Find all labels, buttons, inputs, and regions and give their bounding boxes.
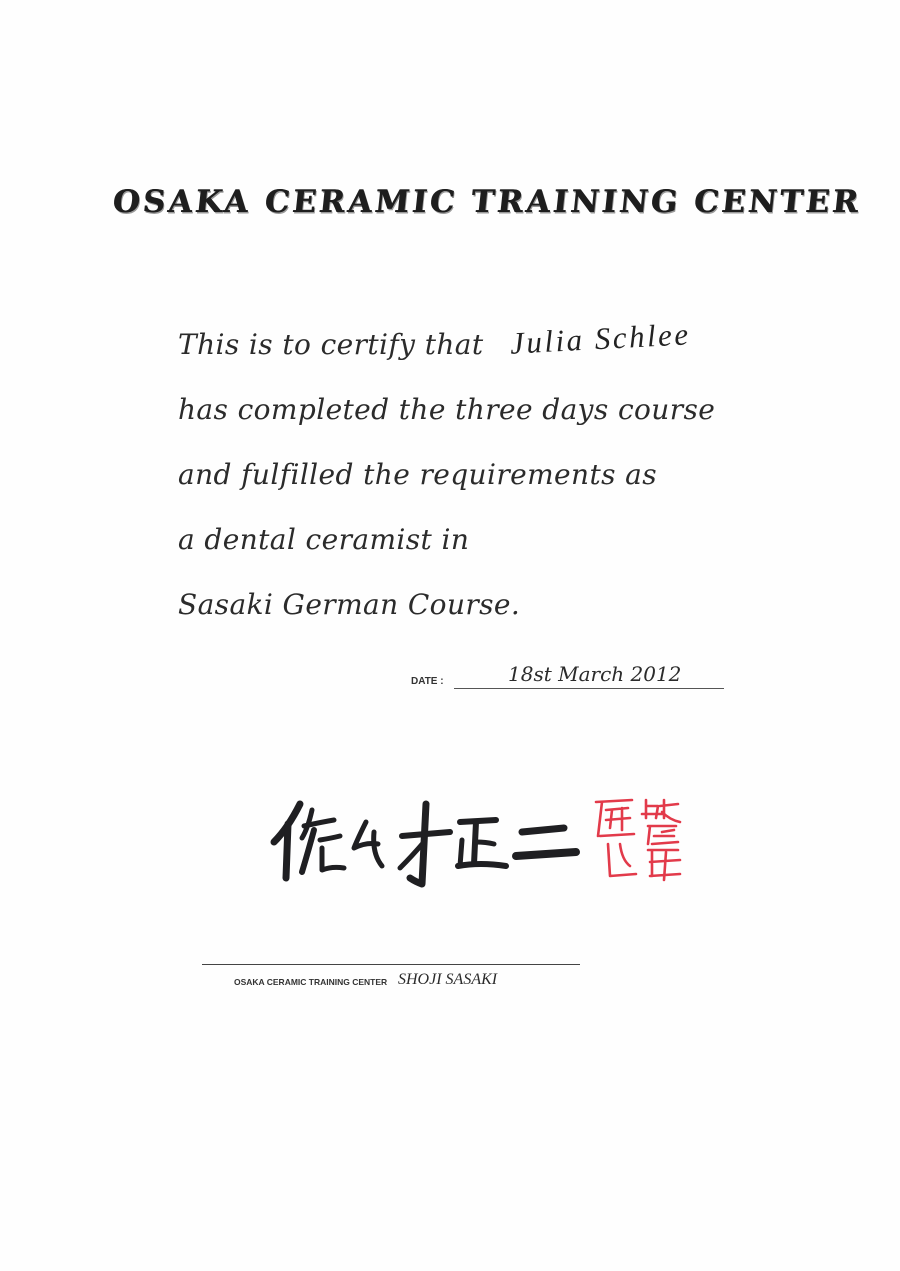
recipient-name: Julia Schlee [509,316,692,361]
brush-signature [262,782,582,892]
certify-line-4: a dental ceramist in [178,523,470,556]
certify-line-1: This is to certify that [178,328,484,361]
signature-organization: OSAKA CERAMIC TRAINING CENTER [234,977,388,987]
certify-line-3: and fulfilled the requirements as [178,458,658,491]
certify-line-2: has completed the three days course [178,393,716,426]
red-seal-stamp [592,796,684,882]
date-value: 18st March 2012 [508,662,682,686]
signature-line [202,964,580,965]
date-label: DATE : [411,676,444,687]
certify-line-5: Sasaki German Course. [178,588,521,621]
certificate-header: OSAKA CERAMIC TRAINING CENTER [110,184,863,220]
date-underline [454,688,724,689]
signer-name: SHOJI SASAKI [398,971,498,988]
